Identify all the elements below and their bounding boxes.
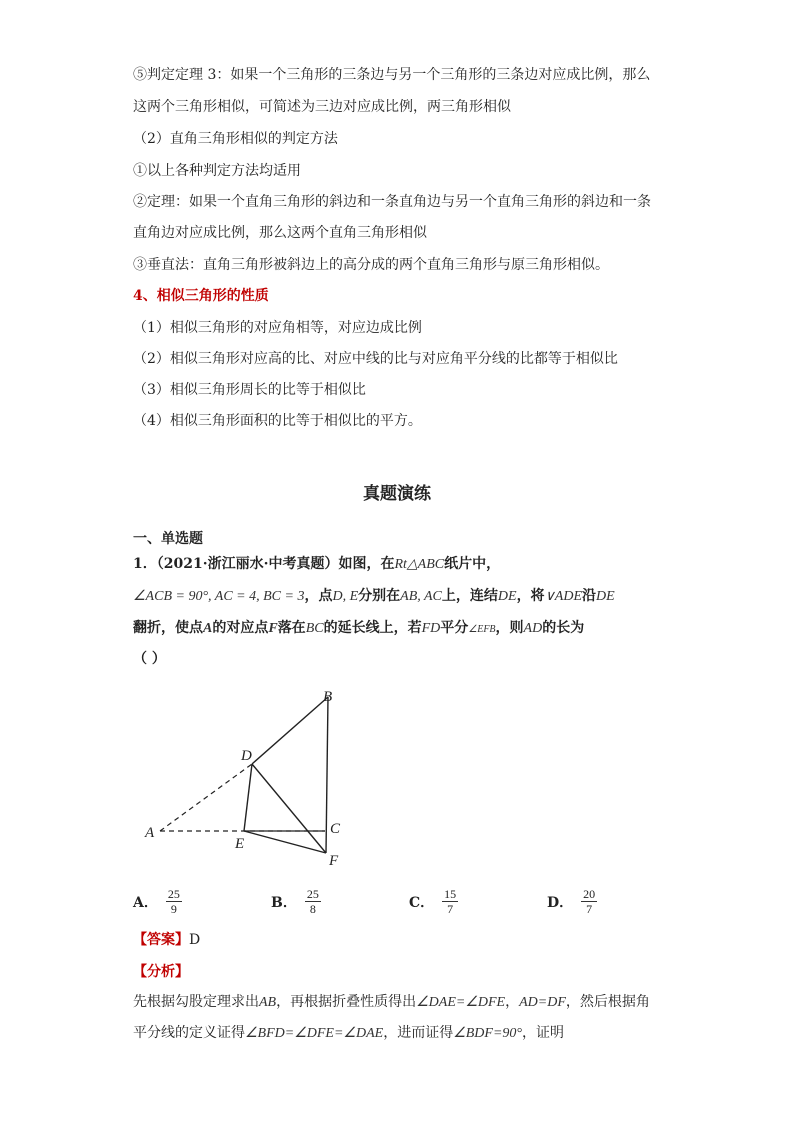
section-title: 真题演练 — [363, 484, 431, 504]
text-line: （3）相似三角形周长的比等于相似比 — [133, 382, 366, 398]
text-run: 上，连结 — [441, 588, 498, 604]
label-A: A — [145, 825, 155, 841]
segment-DF — [252, 764, 326, 853]
math-run: D, E — [332, 589, 359, 604]
option-fraction — [166, 887, 182, 916]
answer-line — [133, 930, 200, 950]
text-run: 先根据勾股定理求出 — [133, 994, 259, 1010]
text-line: （2）直角三角形相似的判定方法 — [133, 131, 338, 147]
math-run: DE — [497, 589, 517, 604]
math-run: AB, AC — [400, 589, 442, 604]
math-run: BC — [305, 621, 324, 636]
answer-value: D — [189, 932, 201, 948]
math-run: AB — [259, 995, 277, 1010]
geometry-figure — [140, 680, 360, 875]
text-line: ③垂直法：直角三角形被斜边上的高分成的两个直角三角形与原三角形相似。 — [133, 257, 609, 273]
text-run: 的长为 — [542, 620, 585, 636]
text-run: ，证明 — [522, 1025, 565, 1041]
option-label: B． — [271, 894, 297, 911]
math-run: AD — [523, 621, 543, 636]
text-run: 平分线的定义证得 — [133, 1025, 245, 1041]
question-number: 1． — [133, 556, 157, 572]
text-run: ，然后根据角 — [565, 994, 650, 1010]
text-line: ②定理：如果一个直角三角形的斜边和一条直角边与另一个直角三角形的斜边和一条 — [133, 194, 651, 210]
option-fraction — [581, 887, 597, 916]
option-b[interactable] — [271, 887, 321, 916]
math-run: A — [203, 621, 213, 636]
fraction-denominator: 9 — [170, 902, 177, 916]
text-run: ，则 — [495, 620, 524, 636]
fraction-denominator: 7 — [586, 902, 593, 916]
fraction-numerator: 20 — [583, 887, 596, 901]
text-line: 直角边对应成比例，那么这两个直角三角形相似 — [133, 225, 427, 241]
segment-AD-dashed — [160, 764, 252, 831]
text-run: ，将 — [516, 588, 545, 604]
answer-blank: （ ） — [133, 651, 166, 667]
question-source: （2021·浙江丽水·中考真题） — [156, 556, 339, 572]
section-heading-properties: 4、相似三角形的性质 — [133, 288, 269, 304]
question-line — [133, 586, 615, 607]
math-run: F — [268, 621, 278, 636]
text-run: 分别在 — [358, 588, 401, 604]
math-run: ∠ACB = 90°, AC = 4, BC = 3 — [133, 589, 305, 604]
option-d[interactable] — [547, 887, 597, 916]
label-C: C — [330, 821, 341, 837]
text-run: 翻折，使点 — [133, 620, 203, 636]
math-run: ∠DAE=∠DFE — [416, 995, 506, 1010]
option-label: A． — [133, 894, 158, 911]
text-run: ，点 — [304, 588, 333, 604]
question-line — [133, 618, 584, 640]
segment-DB — [252, 697, 328, 764]
analysis-line — [133, 1023, 564, 1044]
option-a[interactable] — [133, 887, 182, 916]
text-run: 如图，在 — [338, 556, 395, 572]
option-fraction — [442, 887, 458, 916]
text-line: 这两个三角形相似，可简述为三边对应成比例，两三角形相似 — [133, 99, 511, 115]
analysis-tag-line — [133, 962, 189, 982]
text-run: 纸片中， — [444, 556, 501, 572]
text-line: （1）相似三角形的对应角相等，对应边成比例 — [133, 320, 422, 336]
option-c[interactable] — [409, 887, 458, 916]
math-run: Rt△ABC — [394, 557, 445, 572]
fraction-numerator: 25 — [306, 887, 319, 901]
subsection-title: 一、单选题 — [133, 531, 203, 547]
question-line — [133, 554, 500, 575]
math-run: ∨ADE — [544, 589, 583, 604]
fraction-numerator: 15 — [444, 887, 457, 901]
text-run: 的对应点 — [212, 620, 269, 636]
text-run: ，进而证得 — [383, 1025, 454, 1041]
text-line: ⑤判定定理 3：如果一个三角形的三条边与另一个三角形的三条边对应成比例，那么 — [133, 67, 651, 83]
analysis-line — [133, 992, 650, 1013]
fraction-numerator: 25 — [167, 887, 180, 901]
text-line: （4）相似三角形面积的比等于相似比的平方。 — [133, 413, 422, 429]
text-run: 落在 — [277, 620, 306, 636]
option-label: D． — [547, 894, 574, 911]
math-run: DE — [596, 589, 615, 604]
answer-tag: 【答案】 — [133, 932, 189, 948]
option-label: C． — [409, 894, 435, 911]
analysis-tag: 【分析】 — [133, 964, 189, 980]
text-run: 平分 — [440, 620, 469, 636]
math-run: ∠BFD=∠DFE=∠DAE — [245, 1026, 384, 1041]
segment-DE — [244, 764, 252, 831]
segment-BF — [326, 697, 328, 853]
math-run: ∠BDF=90° — [453, 1026, 523, 1041]
label-E: E — [235, 836, 245, 852]
math-run: ∠EFB — [468, 624, 496, 635]
label-F: F — [329, 853, 339, 869]
math-run: AD=DF — [519, 995, 566, 1010]
text-run: ， — [505, 994, 520, 1010]
label-D: D — [241, 748, 252, 764]
text-run: ，再根据折叠性质得出 — [276, 994, 417, 1010]
option-fraction — [305, 887, 321, 916]
fraction-denominator: 8 — [309, 902, 316, 916]
text-line: （2）相似三角形对应高的比、对应中线的比与对应角平分线的比都等于相似比 — [133, 351, 618, 367]
label-B: B — [323, 689, 333, 705]
text-line: ①以上各种判定方法均适用 — [133, 163, 301, 179]
text-run: 沿 — [582, 588, 597, 604]
text-run: 的延长线上，若 — [323, 620, 422, 636]
segment-EF — [244, 831, 326, 853]
fraction-denominator: 7 — [447, 902, 454, 916]
math-run: FD — [421, 621, 441, 636]
